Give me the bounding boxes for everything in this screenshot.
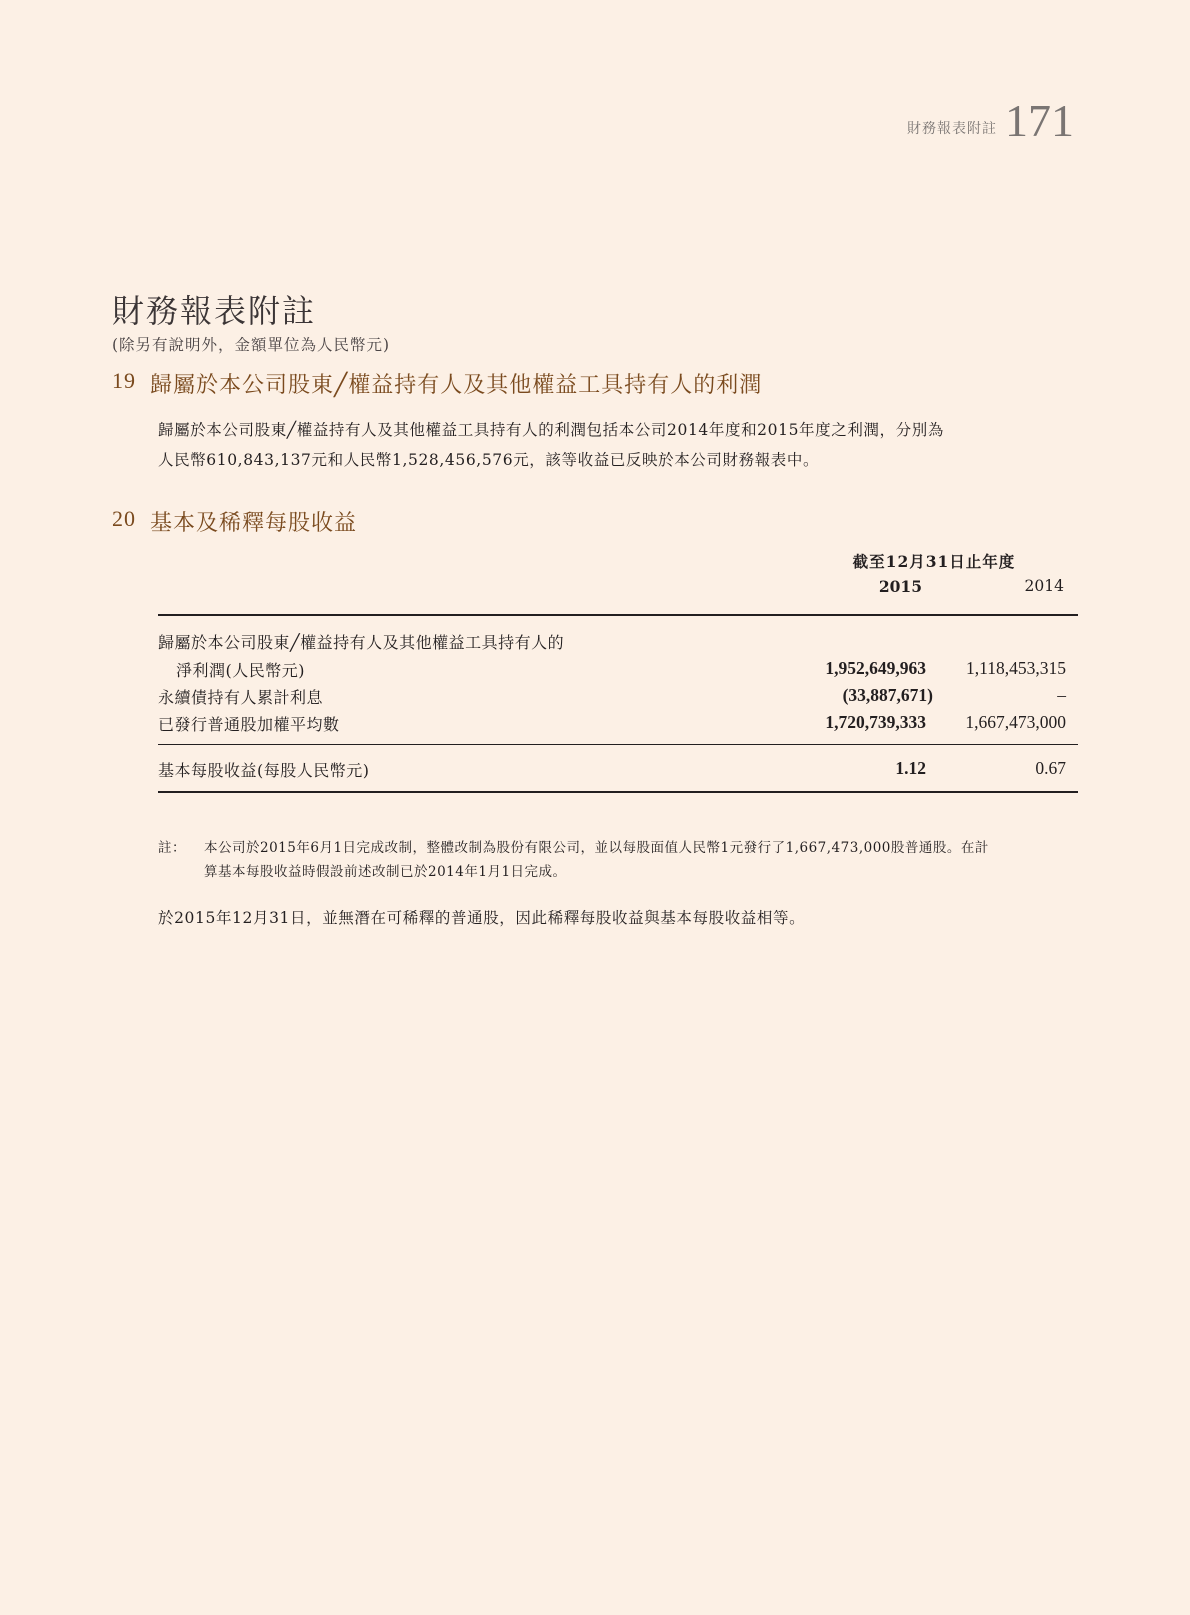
section-20-title: 基本及稀釋每股收益 bbox=[150, 511, 358, 536]
net-profit-2015: 1,952,649,963 bbox=[825, 658, 926, 678]
column-header-2015: 2015 bbox=[878, 577, 922, 596]
weighted-shares-2015: 1,720,739,333 bbox=[825, 712, 926, 732]
perpetual-bond-interest-2015: (33,887,671) bbox=[842, 685, 933, 705]
table-row bbox=[158, 658, 1078, 686]
section-20-heading bbox=[112, 506, 357, 537]
net-profit-2014: 1,118,453,315 bbox=[966, 658, 1066, 678]
section-19-title: 歸屬於本公司股東╱權益持有人及其他權益工具持有人的利潤 bbox=[150, 373, 763, 398]
note-line-2: 算基本每股收益時假設前述改制已於2014年1月1日完成。 bbox=[204, 864, 567, 880]
table-row bbox=[158, 685, 1078, 713]
row-label: 淨利潤(人民幣元) bbox=[176, 661, 305, 680]
section-19-heading bbox=[112, 368, 762, 399]
diluted-eps-paragraph: 於2015年12月31日，並無潛在可稀釋的普通股，因此稀釋每股收益與基本每股收益相等。 bbox=[158, 909, 806, 927]
section-19-paragraph bbox=[158, 415, 1078, 475]
perpetual-bond-interest-2014: – bbox=[1057, 685, 1066, 705]
table-row bbox=[158, 630, 1078, 658]
note-tag: 註： bbox=[158, 840, 186, 856]
document-subtitle: (除另有說明外，金額單位為人民幣元) bbox=[112, 336, 391, 354]
weighted-shares-2014: 1,667,473,000 bbox=[965, 712, 1066, 732]
running-header bbox=[907, 95, 1074, 146]
running-header-title: 財務報表附註 bbox=[907, 121, 997, 137]
page-number: 171 bbox=[1005, 95, 1074, 146]
note-line-1: 本公司於2015年6月1日完成改制，整體改制為股份有限公司，並以每股面值人民幣1元發行了1,667,473,000股普通股。在計 bbox=[204, 840, 989, 856]
document-title: 財務報表附註 bbox=[112, 292, 317, 330]
total-rule bbox=[158, 791, 1078, 793]
basic-eps-2014: 0.67 bbox=[1035, 758, 1066, 778]
header-rule bbox=[158, 614, 1078, 616]
row-label: 歸屬於本公司股東╱權益持有人及其他權益工具持有人的 bbox=[158, 633, 565, 652]
row-label: 基本每股收益(每股人民幣元) bbox=[158, 761, 370, 780]
row-label: 永續債持有人累計利息 bbox=[158, 688, 324, 707]
table-row bbox=[158, 712, 1078, 740]
table-row bbox=[158, 758, 1078, 786]
section-19-paragraph-line-2: 人民幣610,843,137元和人民幣1,528,456,576元，該等收益已反映於本公司財務報表中。 bbox=[158, 451, 820, 469]
section-20-number: 20 bbox=[112, 506, 136, 531]
section-19-paragraph-line-1: 歸屬於本公司股東╱權益持有人及其他權益工具持有人的利潤包括本公司2014年度和2015年度之利潤，分別為 bbox=[158, 421, 944, 439]
basic-eps-2015: 1.12 bbox=[895, 758, 926, 778]
section-19-number: 19 bbox=[112, 368, 136, 393]
table-period-header: 截至12月31日止年度 bbox=[852, 552, 1016, 571]
subtotal-rule bbox=[158, 744, 1078, 745]
column-header-2014: 2014 bbox=[1024, 577, 1064, 595]
note-text bbox=[204, 836, 1078, 884]
row-label: 已發行普通股加權平均數 bbox=[158, 715, 340, 734]
